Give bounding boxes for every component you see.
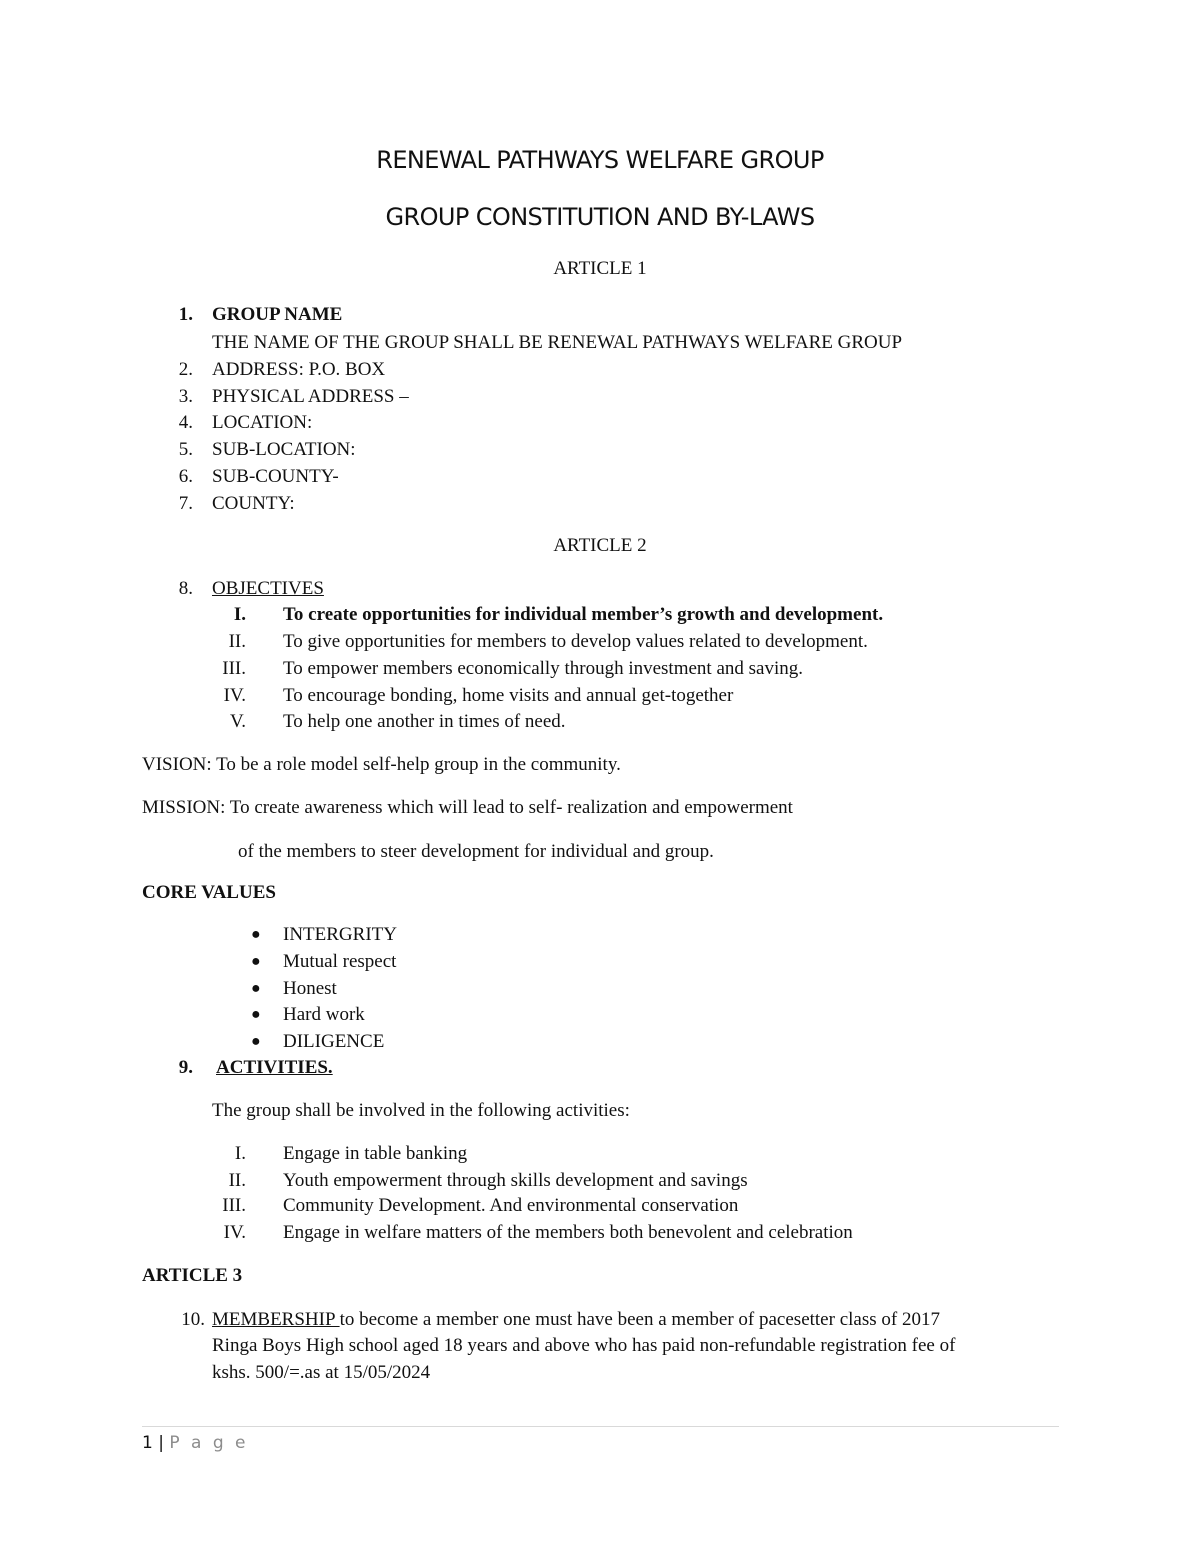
bullet-icon: ● xyxy=(251,953,261,970)
list-number: 3. xyxy=(178,386,193,407)
article-2-heading: ARTICLE 2 xyxy=(553,535,647,556)
activities-intro: The group shall be involved in the following activities: xyxy=(212,1100,630,1121)
objective-item: To encourage bonding, home visits and annual get-together xyxy=(283,685,734,706)
core-value-item: Hard work xyxy=(283,1004,365,1025)
membership-text-line: Ringa Boys High school aged 18 years and above who has paid non-refundable registration fee of xyxy=(212,1335,956,1356)
bullet-icon: ● xyxy=(251,926,261,943)
activity-item: Engage in table banking xyxy=(283,1143,468,1164)
core-value-item: INTERGRITY xyxy=(283,924,397,945)
list-number: 8. xyxy=(178,578,193,599)
list-number: 2. xyxy=(178,359,193,380)
activity-item: Community Development. And environmental conservation xyxy=(283,1195,739,1216)
roman-numeral: III. xyxy=(222,1195,246,1216)
list-item: LOCATION: xyxy=(212,412,313,433)
objective-item: To empower members economically through investment and saving. xyxy=(283,658,803,679)
roman-numeral: I. xyxy=(233,604,246,625)
roman-numeral: IV. xyxy=(223,1222,246,1243)
article-3-heading: ARTICLE 3 xyxy=(142,1265,243,1286)
roman-numeral: IV. xyxy=(223,685,246,706)
list-item: SUB-COUNTY- xyxy=(212,466,339,487)
core-value-item: Mutual respect xyxy=(283,951,397,972)
document-title: RENEWAL PATHWAYS WELFARE GROUP xyxy=(376,146,824,174)
page-label: P a g e xyxy=(169,1433,249,1453)
list-number: 6. xyxy=(178,466,193,487)
roman-numeral: V. xyxy=(229,711,246,732)
roman-numeral: I. xyxy=(234,1143,246,1164)
membership-heading: MEMBERSHIP xyxy=(212,1309,340,1330)
list-number: 5. xyxy=(178,439,193,460)
mission-statement-continued: of the members to steer development for individual and group. xyxy=(238,841,714,862)
membership-paragraph xyxy=(212,1309,940,1331)
membership-text-line: kshs. 500/=.as at 15/05/2024 xyxy=(212,1362,431,1383)
objectives-heading: OBJECTIVES xyxy=(212,578,324,599)
list-number: 10. xyxy=(181,1309,205,1330)
core-value-item: DILIGENCE xyxy=(283,1031,385,1052)
activity-item: Youth empowerment through skills development and savings xyxy=(283,1170,748,1191)
list-item: PHYSICAL ADDRESS – xyxy=(212,386,409,407)
footer-divider xyxy=(142,1426,1059,1427)
page-number: 1 xyxy=(142,1433,153,1453)
list-number: 4. xyxy=(178,412,193,433)
document-subtitle: GROUP CONSTITUTION AND BY-LAWS xyxy=(385,203,815,231)
list-number: 7. xyxy=(178,493,193,514)
bullet-icon: ● xyxy=(251,1033,261,1050)
roman-numeral: III. xyxy=(222,658,246,679)
objective-item: To give opportunities for members to develop values related to development. xyxy=(283,631,868,652)
vision-statement: VISION: To be a role model self-help group in the community. xyxy=(142,754,621,775)
mission-statement: MISSION: To create awareness which will lead to self- realization and empowerment xyxy=(142,797,793,818)
objective-item: To help one another in times of need. xyxy=(283,711,566,732)
group-name-heading: GROUP NAME xyxy=(212,304,343,325)
bullet-icon: ● xyxy=(251,1006,261,1023)
roman-numeral: II. xyxy=(228,631,246,652)
list-item: COUNTY: xyxy=(212,493,295,514)
activity-item: Engage in welfare matters of the members both benevolent and celebration xyxy=(283,1222,853,1243)
membership-text: to become a member one must have been a member of pacesetter class of 2017 xyxy=(339,1309,940,1330)
bullet-icon: ● xyxy=(251,980,261,997)
list-item: ADDRESS: P.O. BOX xyxy=(212,359,386,380)
article-1-heading: ARTICLE 1 xyxy=(553,258,647,279)
group-name-statement: THE NAME OF THE GROUP SHALL BE RENEWAL PATHWAYS WELFARE GROUP xyxy=(212,332,903,353)
list-item: SUB-LOCATION: xyxy=(212,439,356,460)
list-number: 9. xyxy=(178,1057,193,1078)
core-value-item: Honest xyxy=(283,978,337,999)
page-footer xyxy=(142,1433,249,1453)
list-number: 1. xyxy=(178,304,193,325)
footer-separator: | xyxy=(152,1433,170,1453)
objective-item: To create opportunities for individual member’s growth and development. xyxy=(283,604,884,625)
roman-numeral: II. xyxy=(228,1170,246,1191)
core-values-heading: CORE VALUES xyxy=(142,882,276,903)
activities-heading: ACTIVITIES. xyxy=(216,1057,333,1078)
